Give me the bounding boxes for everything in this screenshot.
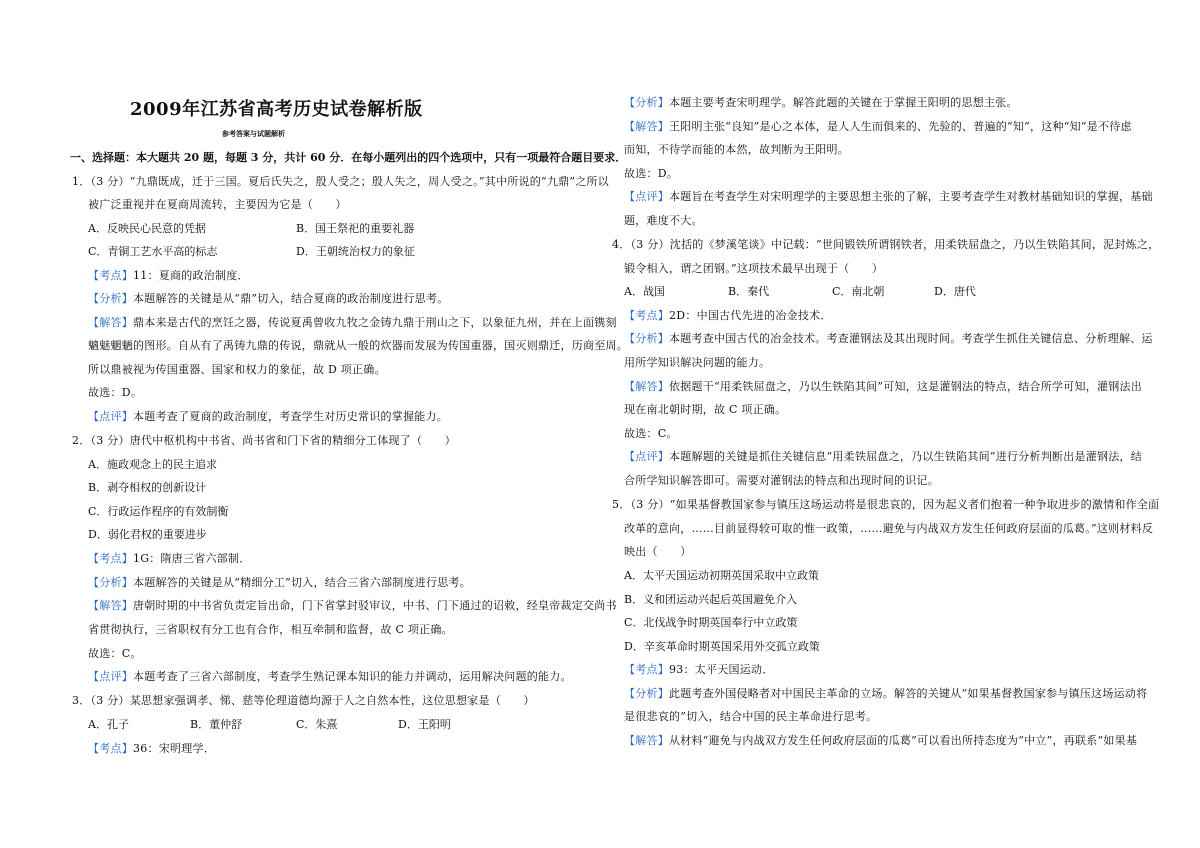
fenxi-tag: 【分析】 xyxy=(624,687,669,700)
q2-dianping-text: 本题考查了三省六部制度，考查学生熟记课本知识的能力并调动，运用解决问题的能力。 xyxy=(133,670,572,683)
q2-jieda-line1 xyxy=(88,599,617,613)
q2-dianping xyxy=(88,670,572,684)
dianping-tag: 【点评】 xyxy=(624,450,669,463)
q4-fenxi-text1: 本题考查中国古代的冶金技术。考查灌钢法及其出现时间。考查学生抓住关键信息、分析理解、运 xyxy=(669,332,1153,345)
q2-jieda-line2: 省贯彻执行，三省职权有分工也有合作，相互牵制和监督，故 C 项正确。 xyxy=(88,623,453,636)
q4-fenxi-line2: 用所学知识解决问题的能力。 xyxy=(624,356,771,369)
q5-option-c: C．北伐战争时期英国奉行中立政策 xyxy=(624,616,798,629)
kaodian-tag: 【考点】 xyxy=(88,742,133,755)
q3-option-a: A．孔子 xyxy=(88,718,129,731)
q5-option-b: B．义和团运动兴起后英国避免介入 xyxy=(624,593,798,606)
q2-option-c: C．行政运作程序的有效制衡 xyxy=(88,505,229,518)
q3-jieda-line1 xyxy=(624,120,1132,134)
q4-option-a: A．战国 xyxy=(624,285,665,298)
dianping-tag: 【点评】 xyxy=(624,190,669,203)
jieda-tag: 【解答】 xyxy=(88,599,133,612)
q4-kaodian-text: 2D：中国古代先进的冶金技术． xyxy=(669,309,832,322)
q1-option-d: D．王朝统治权力的象征 xyxy=(296,245,415,258)
q1-dianping-text: 本题考查了夏商的政治制度，考查学生对历史常识的掌握能力。 xyxy=(133,410,448,423)
q2-stem: 2．（3 分）唐代中枢机构中书省、尚书省和门下省的精细分工体现了（ ） xyxy=(72,434,456,447)
q3-jieda-line2: 而知，不待学而能的本然，故判断为王阳明。 xyxy=(624,143,849,156)
q3-jieda-text1: 王阳明主张“良知”是心之本体，是人人生而俱来的、先验的、普遍的“知”，这种“知”是不待虑 xyxy=(669,120,1132,133)
q1-option-c: C．青铜工艺水平高的标志 xyxy=(88,245,218,258)
q2-kaodian-text: 1G：隋唐三省六部制． xyxy=(133,552,251,565)
q1-kaodian-text: 11：夏商的政治制度． xyxy=(133,269,249,282)
q1-fenxi-text: 本题解答的关键是从“鼎”切入，结合夏商的政治制度进行思考。 xyxy=(133,292,449,305)
document-title: 2009年江苏省高考历史试卷解析版 xyxy=(130,99,423,120)
q3-option-d: D．王阳明 xyxy=(398,718,451,731)
q3-dianping-line1 xyxy=(624,190,1153,204)
q4-answer: 故选：C。 xyxy=(624,427,678,440)
dianping-tag: 【点评】 xyxy=(88,410,133,423)
q4-stem-line2: 锻令相入，谓之团钢。”这项技术最早出现于（ ） xyxy=(624,262,884,275)
q1-stem-line2: 被广泛重视并在夏商周流转，主要因为它是（ ） xyxy=(88,198,347,211)
q5-kaodian-text: 93：太平天国运动． xyxy=(669,663,774,676)
kaodian-tag: 【考点】 xyxy=(624,663,669,676)
section-heading: 一、选择题：本大题共 20 题，每题 3 分，共计 60 分．在每小题列出的四个选项中，只有一项最符合题目要求． xyxy=(70,151,627,164)
q5-stem-line3: 映出（ ） xyxy=(624,545,692,558)
fenxi-tag: 【分析】 xyxy=(88,576,133,589)
q2-option-d: D．弱化君权的重要进步 xyxy=(88,528,207,541)
q5-kaodian xyxy=(624,663,774,677)
q5-fenxi-line2: 是很悲哀的”切入，结合中国的民主革命进行思考。 xyxy=(624,710,878,723)
q4-jieda-line2: 现在南北朝时期，故 C 项正确。 xyxy=(624,403,787,416)
document-subtitle: 参考答案与试题解析 xyxy=(222,129,285,138)
q3-fenxi xyxy=(624,96,1018,110)
q3-answer: 故选：D。 xyxy=(624,167,679,180)
q1-stem-line1: 1．（3 分）“九鼎既成，迁于三国。夏后氏失之，殷人受之；殷人失之，周人受之。”其中所说的“九鼎”之所以 xyxy=(72,175,609,188)
q3-dianping-line2: 题，难度不大。 xyxy=(624,214,703,227)
q4-option-d: D．唐代 xyxy=(934,285,976,298)
q1-dianping xyxy=(88,410,448,424)
q4-dianping-line2: 合所学知识解答即可。需要对灌钢法的特点和出现时间的识记。 xyxy=(624,474,939,487)
q4-option-c: C．南北朝 xyxy=(832,285,885,298)
q5-fenxi-text1: 此题考查外国侵略者对中国民主革命的立场。解答的关键从“如果基督教国家参与镇压这场运动将 xyxy=(669,687,1148,700)
q4-option-b: B．秦代 xyxy=(728,285,770,298)
q1-jieda-line2: 魑魅魍魉的图形。自从有了禹铸九鼎的传说，鼎就从一般的炊器而发展为传国重器，国灭则鼎迁，历商至周。 xyxy=(88,339,628,352)
q4-dianping-line1 xyxy=(624,450,1142,464)
q3-option-c: C．朱熹 xyxy=(296,718,338,731)
fenxi-tag: 【分析】 xyxy=(88,292,133,305)
q4-jieda-line1 xyxy=(624,380,1142,394)
q1-jieda-text1: 鼎本来是古代的烹饪之器，传说夏禹曾收九牧之金铸九鼎于荆山之下，以象征九州，并在上面镌刻 xyxy=(133,316,617,329)
q2-kaodian xyxy=(88,552,251,566)
q1-option-a: A．反映民心民意的凭据 xyxy=(88,222,206,235)
q5-jieda-line1 xyxy=(624,734,1137,748)
q2-option-a: A．施政观念上的民主追求 xyxy=(88,458,217,471)
q1-fenxi xyxy=(88,292,449,306)
q3-option-b: B．董仲舒 xyxy=(190,718,243,731)
kaodian-tag: 【考点】 xyxy=(88,552,133,565)
q3-dianping-text1: 本题旨在考查学生对宋明理学的主要思想主张的了解，主要考查学生对教材基础知识的掌握，基础 xyxy=(669,190,1153,203)
q2-jieda-text1: 唐朝时期的中书省负责定旨出命，门下省掌封驳审议，中书、门下通过的诏敕，经皇帝裁定交尚书 xyxy=(133,599,617,612)
jieda-tag: 【解答】 xyxy=(624,734,669,747)
q1-answer: 故选：D。 xyxy=(88,386,143,399)
q5-jieda-text1: 从材料“避免与内战双方发生任何政府层面的瓜葛”可以看出所持态度为“中立”，再联系“如果基 xyxy=(669,734,1138,747)
fenxi-tag: 【分析】 xyxy=(624,96,669,109)
q2-fenxi xyxy=(88,576,471,590)
kaodian-tag: 【考点】 xyxy=(624,309,669,322)
q4-kaodian xyxy=(624,309,832,323)
q1-option-b: B．国王祭祀的重要礼器 xyxy=(296,222,415,235)
q5-option-d: D．辛亥革命时期英国采用外交孤立政策 xyxy=(624,640,820,653)
q3-kaodian xyxy=(88,742,215,756)
fenxi-tag: 【分析】 xyxy=(624,332,669,345)
jieda-tag: 【解答】 xyxy=(88,316,133,329)
q1-kaodian xyxy=(88,269,249,283)
jieda-tag: 【解答】 xyxy=(624,120,669,133)
q3-fenxi-text: 本题主要考查宋明理学。解答此题的关键在于掌握王阳明的思想主张。 xyxy=(669,96,1018,109)
q2-option-b: B．剥夺相权的创新设计 xyxy=(88,481,207,494)
q3-stem: 3．（3 分）某思想家强调孝、悌、慈等伦理道德均源于人之自然本性，这位思想家是（ ） xyxy=(72,694,535,707)
q4-fenxi-line1 xyxy=(624,332,1153,346)
q4-dianping-text1: 本题解题的关键是抓住关键信息“用柔铁屈盘之，乃以生铁陷其间”进行分析判断出是灌钢法，结 xyxy=(669,450,1142,463)
q5-option-a: A．太平天国运动初期英国采取中立政策 xyxy=(624,569,819,582)
q5-stem-line1: 5．（3 分）“如果基督教国家参与镇压这场运动将是很悲哀的，因为起义者们抱着一种争取进步的激情和作全面 xyxy=(612,498,1160,511)
q1-jieda-line1 xyxy=(88,316,617,330)
q2-fenxi-text: 本题解答的关键是从“精细分工”切入，结合三省六部制度进行思考。 xyxy=(133,576,471,589)
q4-stem-line1: 4．（3 分）沈括的《梦溪笔谈》中记载：“世间锻铁所谓钢铁者，用柔铁屈盘之，乃以生铁陷其间，泥封炼之， xyxy=(612,238,1160,251)
q5-fenxi-line1 xyxy=(624,687,1147,701)
q1-jieda-line3: 所以鼎被视为传国重器、国家和权力的象征，故 D 项正确。 xyxy=(88,363,386,376)
kaodian-tag: 【考点】 xyxy=(88,269,133,282)
q3-kaodian-text: 36：宋明理学． xyxy=(133,742,215,755)
q2-answer: 故选：C。 xyxy=(88,647,142,660)
q5-stem-line2: 改革的意向，……目前显得较可取的惟一政策，……避免与内战双方发生任何政府层面的瓜葛。”这则材料反 xyxy=(624,522,1154,535)
dianping-tag: 【点评】 xyxy=(88,670,133,683)
jieda-tag: 【解答】 xyxy=(624,380,669,393)
q4-jieda-text1: 依据题干“用柔铁屈盘之，乃以生铁陷其间”可知，这是灌钢法的特点，结合所学可知，灌钢法出 xyxy=(669,380,1142,393)
